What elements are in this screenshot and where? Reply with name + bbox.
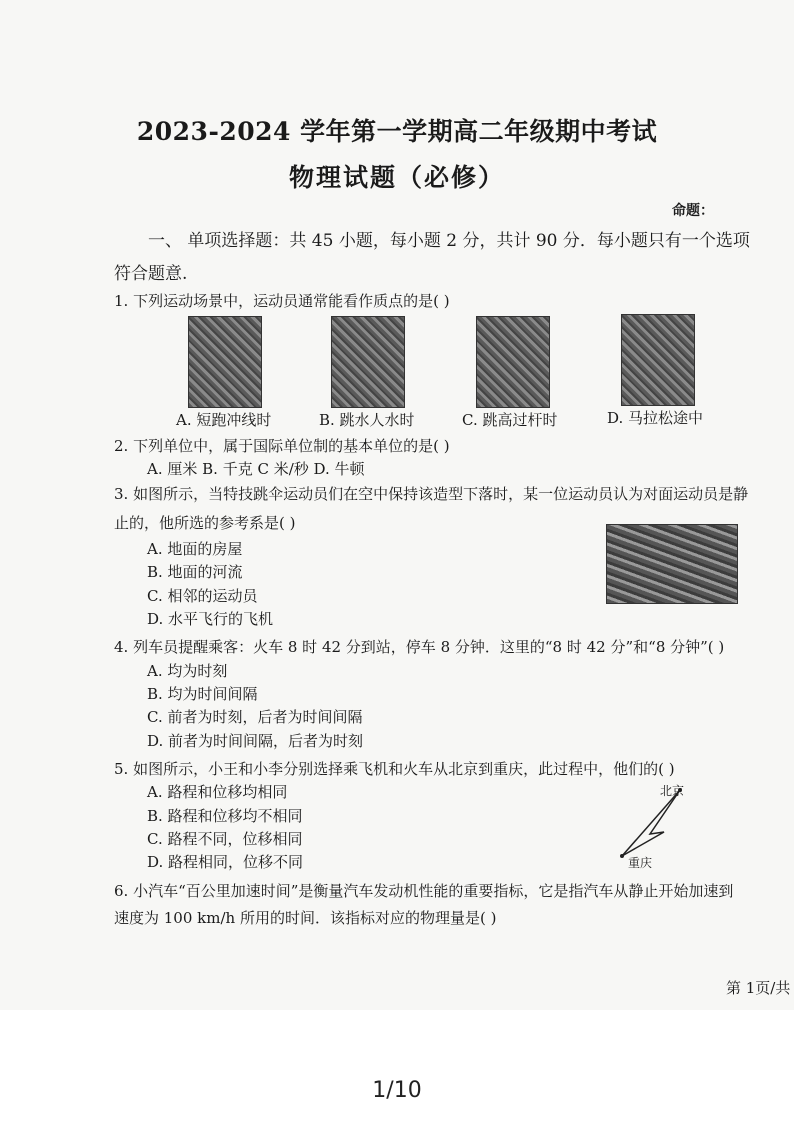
exam-subtitle: 物理试题（必修） xyxy=(288,163,505,192)
question-stem: 如图所示，小王和小李分别选择乘飞机和火车从北京到重庆，此过程中，他们的( ) xyxy=(133,760,675,778)
section-heading-cont: 符合题意. xyxy=(114,264,188,284)
option-b: B. 路程和位移均不相同 xyxy=(147,807,303,825)
question-2 xyxy=(114,435,450,456)
option-b: B. 跳水人水时 xyxy=(319,411,415,429)
question-stem: 下列单位中，属于国际单位制的基本单位的是( ) xyxy=(133,437,450,455)
question-stem: 下列运动场景中，运动员通常能看作质点的是( ) xyxy=(133,292,450,310)
page-footer: 第 1页/共 xyxy=(726,979,791,997)
question-4 xyxy=(114,636,724,657)
option-d: D. 前者为时间间隔，后者为时刻 xyxy=(147,732,364,750)
high-jump-photo xyxy=(476,316,550,408)
question-stem: 小汽车“百公里加速时间”是衡量汽车发动机性能的重要指标，它是指汽车从静止开始加速到 xyxy=(133,882,734,900)
map-label-end: 重庆 xyxy=(628,856,653,870)
option-b: B. 地面的河流 xyxy=(147,563,243,581)
question-3 xyxy=(114,483,748,504)
option-d: D. 水平飞行的飞机 xyxy=(147,610,274,628)
question-6-cont: 速度为 100 km/h 所用的时间．该指标对应的物理量是( ) xyxy=(114,909,497,927)
question-3-cont: 止的，他所选的参考系是( ) xyxy=(114,514,296,532)
question-5 xyxy=(114,758,675,779)
page-indicator: 1/10 xyxy=(372,1078,422,1103)
option-a: A. 均为时刻 xyxy=(147,662,228,680)
question-number: 6. xyxy=(114,882,129,900)
question-6 xyxy=(114,880,733,901)
option-b: B. 均为时间间隔 xyxy=(147,685,258,703)
diving-photo xyxy=(331,316,405,408)
map-label-start: 北京 xyxy=(660,784,685,798)
option-a: A. 路程和位移均相同 xyxy=(147,783,288,801)
options-line: A. 厘米 B. 千克 C 米/秒 D. 牛顿 xyxy=(147,460,365,478)
option-a: A. 地面的房屋 xyxy=(147,540,243,558)
option-c: C. 跳高过杆时 xyxy=(462,411,558,429)
exam-title: 2023-2024 学年第一学期高二年级期中考试 xyxy=(136,117,658,146)
question-number: 1. xyxy=(114,292,129,310)
question-stem: 如图所示，当特技跳伞运动员们在空中保持该造型下落时，某一位运动员认为对面运动员是静 xyxy=(133,485,749,503)
question-number: 5. xyxy=(114,760,129,778)
section-heading: 一、 单项选择题：共 45 小题，每小题 2 分，共计 90 分．每小题只有一个选项 xyxy=(148,231,750,251)
question-1 xyxy=(114,290,450,311)
option-d: D. 路程相同，位移不同 xyxy=(147,853,304,871)
marathon-photo xyxy=(621,314,695,406)
option-d: D. 马拉松途中 xyxy=(607,409,704,427)
option-c: C. 相邻的运动员 xyxy=(147,587,258,605)
end-point xyxy=(620,854,624,858)
flight-route xyxy=(622,790,680,856)
option-c: C. 路程不同，位移相同 xyxy=(147,830,303,848)
sprint-photo xyxy=(188,316,262,408)
question-stem: 列车员提醒乘客：火车 8 时 42 分到站，停车 8 分钟．这里的“8 时 42 分”和“8 分钟”( ) xyxy=(133,638,725,656)
setter-label: 命题： xyxy=(672,203,714,219)
option-a: A. 短跑冲线时 xyxy=(176,411,272,429)
question-number: 3. xyxy=(114,485,129,503)
skydivers-photo xyxy=(606,524,738,604)
option-c: C. 前者为时刻，后者为时间间隔 xyxy=(147,708,363,726)
question-number: 2. xyxy=(114,437,129,455)
question-number: 4. xyxy=(114,638,129,656)
